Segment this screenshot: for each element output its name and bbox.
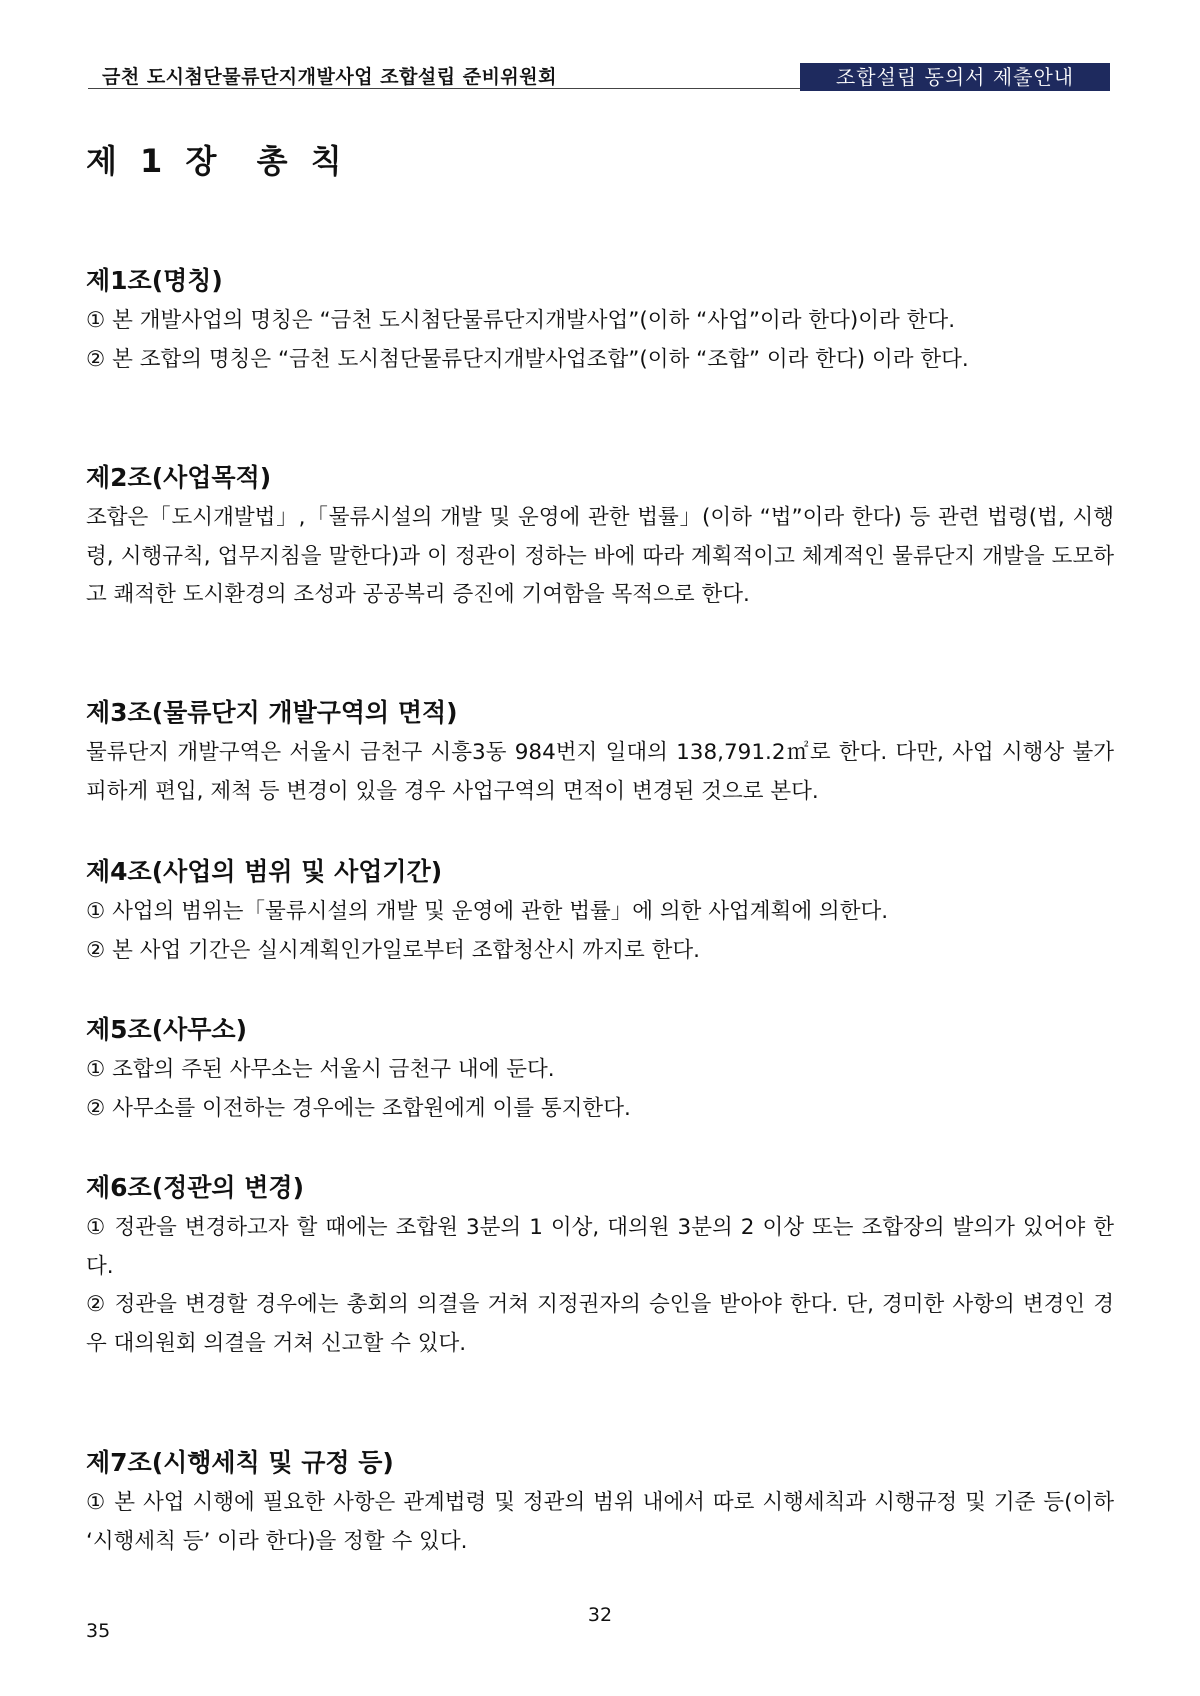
article-4 (86, 851, 1114, 970)
article-paragraph: ① 사업의 범위는「물류시설의 개발 및 운영에 관한 법률」에 의한 사업계획에 의한다. (86, 899, 889, 924)
article-paragraph: ① 본 사업 시행에 필요한 사항은 관계법령 및 정관의 범위 내에서 따로 시행세칙과 시행규정 및 기준 등(이하 ‘시행세칙 등’ 이라 한다)을 정할 수 있다. (86, 1490, 1114, 1554)
article-paragraph: 물류단지 개발구역은 서울시 금천구 시흥3동 984번지 일대의 138,791.2㎡로 한다. 다만, 사업 시행상 불가피하게 편입, 제척 등 변경이 있을 경우 사업구역의 면적이 변경된 것으로 본다. (86, 740, 1114, 804)
article-6 (86, 1167, 1114, 1363)
header-title: 금천 도시첨단물류단지개발사업 조합설립 준비위원회 (102, 66, 557, 88)
article-1 (86, 260, 1114, 379)
page-header (88, 58, 1110, 89)
article-paragraph: ② 본 조합의 명칭은 “금천 도시첨단물류단지개발사업조합”(이하 “조합” 이라 한다) 이라 한다. (86, 346, 969, 372)
article-5 (86, 1009, 1114, 1128)
article-paragraph: ② 정관을 변경할 경우에는 총회의 의결을 거쳐 지정권자의 승인을 받아야 한다. 단, 경미한 사항의 변경인 경우 대의원회 의결을 거쳐 신고할 수 있다. (86, 1292, 1114, 1356)
article-title: 제3조(물류단지 개발구역의 면적) (86, 698, 458, 727)
header-badge: 조합설립 동의서 제출안내 (800, 63, 1110, 91)
article-3 (86, 692, 1114, 811)
chapter-title: 제 1 장 총 칙 (86, 142, 348, 180)
article-paragraph: ② 본 사업 기간은 실시계획인가일로부터 조합청산시 까지로 한다. (86, 937, 700, 963)
article-paragraph: ① 본 개발사업의 명칭은 “금천 도시첨단물류단지개발사업”(이하 “사업”이라 한다)이라 한다. (86, 308, 956, 333)
article-7 (86, 1442, 1114, 1561)
page-number-left: 35 (86, 1620, 111, 1642)
article-title: 제2조(사업목적) (86, 463, 272, 492)
article-title: 제4조(사업의 범위 및 사업기간) (86, 857, 443, 886)
article-2 (86, 457, 1114, 615)
article-title: 제5조(사무소) (86, 1015, 247, 1044)
article-title: 제7조(시행세칙 및 규정 등) (86, 1448, 394, 1477)
article-paragraph: ① 조합의 주된 사무소는 서울시 금천구 내에 둔다. (86, 1057, 555, 1082)
article-paragraph: ② 사무소를 이전하는 경우에는 조합원에게 이를 통지한다. (86, 1095, 631, 1121)
page-number: 32 (587, 1604, 613, 1626)
article-paragraph: 조합은「도시개발법」,「물류시설의 개발 및 운영에 관한 법률」(이하 “법”이라 한다) 등 관련 법령(법, 시행령, 시행규칙, 업무지침을 말한다)과 이 정관이 정하는 바에 따라 계획적이고 체계적인 물류단지 개발을 도모하고 쾌적한 도시환경의 조성과 공공복리 증진에 기여함을 목적으로 한다. (86, 505, 1114, 607)
article-title: 제6조(정관의 변경) (86, 1173, 305, 1202)
article-title: 제1조(명칭) (86, 266, 223, 295)
article-paragraph: ① 정관을 변경하고자 할 때에는 조합원 3분의 1 이상, 대의원 3분의 2 이상 또는 조합장의 발의가 있어야 한다. (86, 1215, 1114, 1279)
